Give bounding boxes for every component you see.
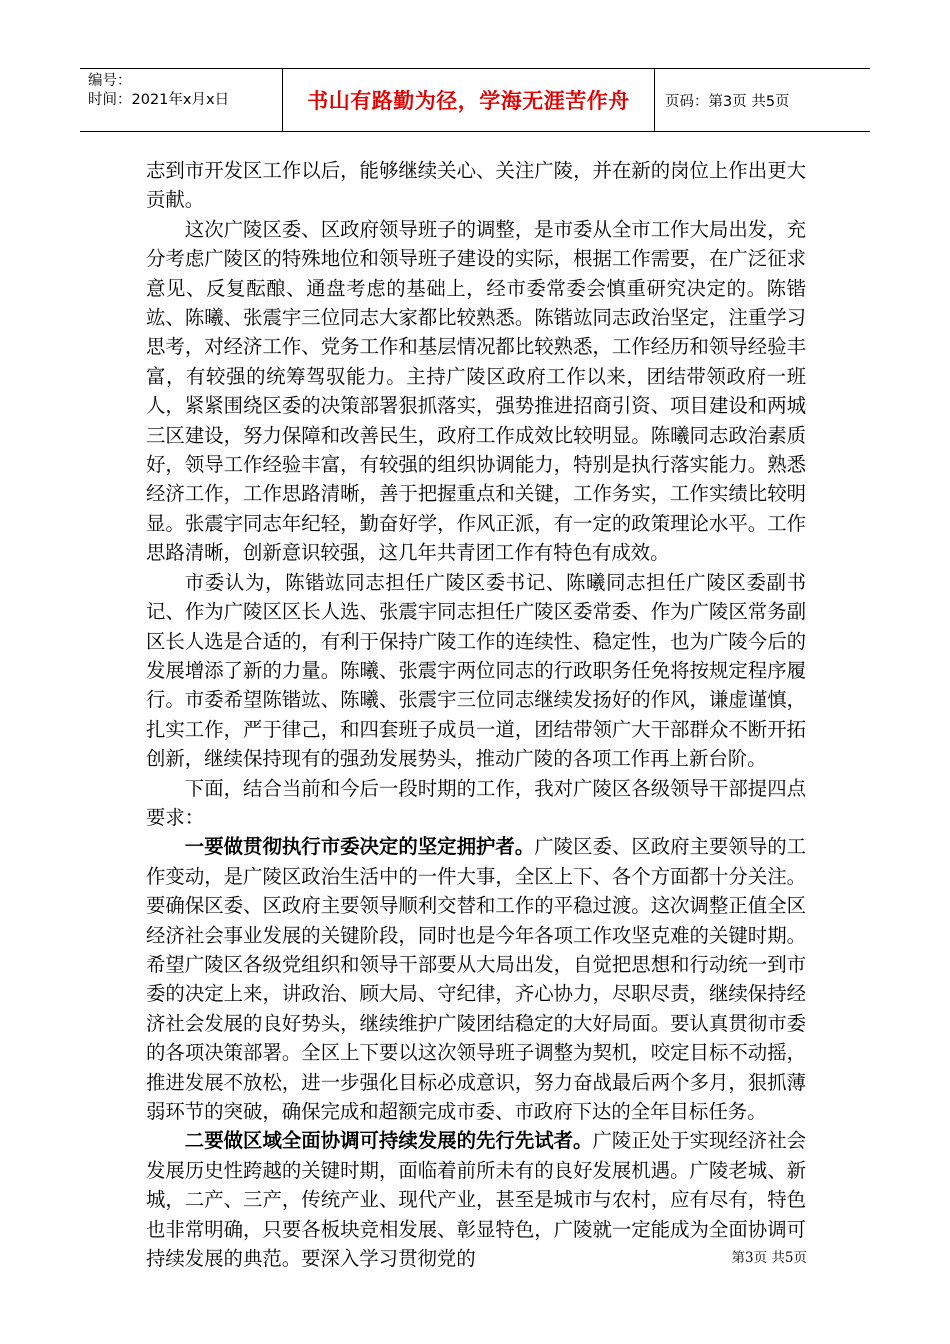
- document-time-label: 时间：2021年x月x日: [88, 92, 230, 108]
- paragraph-text: 下面，结合当前和今后一段时期的工作，我对广陵区各级领导干部提四点要求：: [146, 776, 806, 829]
- paragraph-text: 志到市开发区工作以后，能够继续关心、关注广陵，并在新的岗位上作出更大贡献。: [146, 159, 806, 212]
- paragraph-text: 这次广陵区委、区政府领导班子的调整，是市委从全市工作大局出发，充分考虑广陵区的特殊地位和领导班子建设的实际，根据工作需要，在广泛征求意见、反复酝酿、通盘考虑的基础上，经市委常委会慎重研究决定的。陈锴竑、陈曦、张震宇三位同志大家都比较熟悉。陈锴竑同志政治坚定，注重学习思考，对经济工作、党务工作和基层情况都比较熟悉，工作经历和领导经验丰富，有较强的统筹驾驭能力。主持广陵区政府工作以来，团结带领政府一班人，紧紧围绕区委的决策部署狠抓落实，强势推进招商引资、项目建设和两城三区建设，努力保障和改善民生，政府工作成效比较明显。陈曦同志政治素质好，领导工作经验丰富，有较强的组织协调能力，特别是执行落实能力。熟悉经济工作，工作思路清晰，善于把握重点和关键，工作务实，工作实绩比较明显。张震宇同志年纪轻，勤奋好学，作风正派，有一定的政策理论水平。工作思路清晰，创新意识较强，这几年共青团工作有特色有成效。: [146, 217, 806, 565]
- paragraph-5: [146, 832, 806, 1126]
- document-body: [146, 156, 806, 1273]
- paragraph-text: 广陵正处于实现经济社会发展历史性跨越的关键时期，面临着前所未有的良好发展机遇。广陵老城、新城，二产、三产，传统产业、现代产业，甚至是城市与农村，应有尽有，特色也非常明确，只要各板块竞相发展、彰显特色，广陵就一定能成为全面协调可持续发展的典范。要深入学习贯彻党的: [146, 1129, 807, 1271]
- paragraph-2: [146, 215, 806, 568]
- header-page-number: 页码：第3页 共5页: [665, 93, 790, 110]
- paragraph-4: [146, 774, 806, 833]
- paragraph-3: [146, 568, 806, 774]
- page-header: [80, 68, 870, 132]
- paragraph-lead: 二要做区域全面协调可持续发展的先行先试者。: [184, 1129, 593, 1153]
- paragraph-1: [146, 156, 806, 215]
- paragraph-6: [146, 1126, 806, 1273]
- paragraph-lead: 一要做贯彻执行市委决定的坚定拥护者。: [184, 835, 535, 859]
- header-motto: 书山有路勤为径，学海无涯苦作舟: [283, 69, 655, 131]
- paragraph-text: 市委认为，陈锴竑同志担任广陵区委书记、陈曦同志担任广陵区委副书记、作为广陵区区长人选、张震宇同志担任广陵区委常委、作为广陵区常务副区长人选是合适的，有利于保持广陵工作的连续性、稳定性，也为广陵今后的发展增添了新的力量。陈曦、张震宇两位同志的行政职务任免将按规定程序履行。市委希望陈锴竑、陈曦、张震宇三位同志继续发扬好的作风，谦虚谨慎，扎实工作，严于律己，和四套班子成员一道，团结带领广大干部群众不断开拓创新，继续保持现有的强劲发展势头，推动广陵的各项工作再上新台阶。: [146, 570, 806, 771]
- paragraph-text: 广陵区委、区政府主要领导的工作变动，是广陵区政治生活中的一件大事，全区上下、各个方面都十分关注。要确保区委、区政府主要领导顺利交替和工作的平稳过渡。这次调整正值全区经济社会事业发展的关键阶段，同时也是今年各项工作攻坚克难的关键时期。希望广陵区各级党组织和领导干部要从大局出发，自觉把思想和行动统一到市委的决定上来，讲政治、顾大局、守纪律，齐心协力，尽职尽责，继续保持经济社会发展的良好势头，继续维护广陵团结稳定的大好局面。要认真贯彻市委的各项决策部署。全区上下要以这次领导班子调整为契机，咬定目标不动摇，推进发展不放松，进一步强化目标必成意识，努力奋战最后两个多月，狠抓薄弱环节的突破，确保完成和超额完成市委、市政府下达的全年目标任务。: [146, 835, 807, 1123]
- page-footer: 第3页 共5页: [731, 1250, 807, 1266]
- header-meta: [80, 69, 283, 131]
- document-number-label: 编号：: [88, 73, 132, 89]
